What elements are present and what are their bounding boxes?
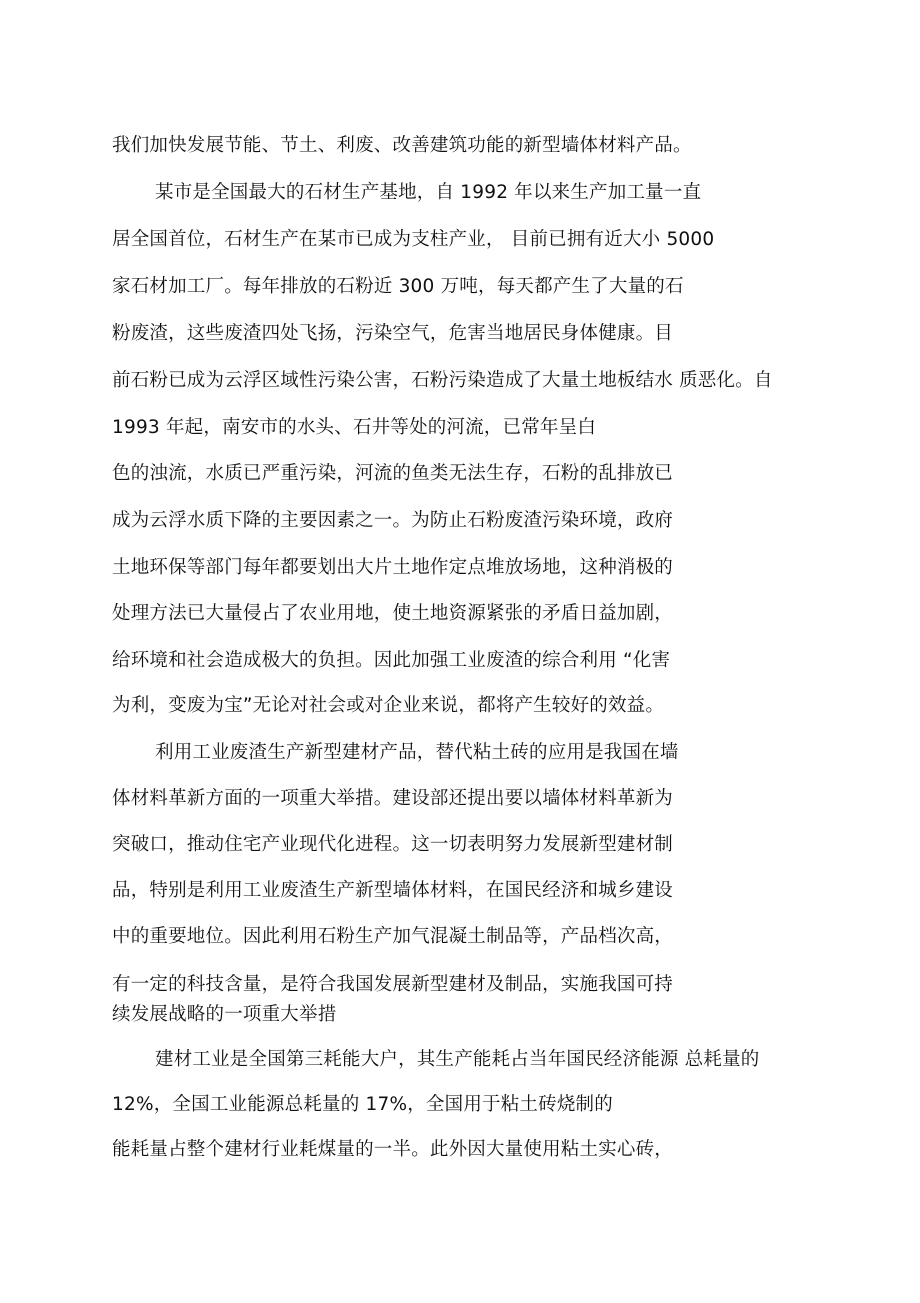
text-line: 续发展战略的一项重大举措: [112, 1004, 337, 1025]
text-line: 中的重要地位。因此利用石粉生产加气混凝土制品等，产品档次高，: [112, 926, 674, 947]
text-line: 有一定的科技含量，是符合我国发展新型建材及制品，实施我国可持: [112, 974, 674, 995]
text-line: 体材料革新方面的一项重大举措。建设部还提出要以墙体材料革新为: [112, 788, 674, 809]
text-line: 品，特别是利用工业废渣生产新型墙体材料，在国民经济和城乡建设: [112, 880, 674, 901]
text-line: 家石材加工厂。每年排放的石粉近 300 万吨，每天都产生了大量的石: [112, 276, 684, 297]
text-line: 能耗量占整个建材行业耗煤量的一半。此外因大量使用粘土实心砖，: [112, 1139, 674, 1160]
text-line: 土地环保等部门每年都要划出大片土地作定点堆放场地，这种消极的: [112, 557, 674, 578]
text-line: 成为云浮水质下降的主要因素之一。为防止石粉废渣污染环境，政府: [112, 510, 674, 531]
text-line: 前石粉已成为云浮区域性污染公害，石粉污染造成了大量土地板结水 质恶化。自: [112, 370, 773, 391]
text-line: 1993 年起，南安市的水头、石井等处的河流，已常年呈白: [112, 417, 597, 438]
paragraph-start-line: 利用工业废渣生产新型建材产品，替代粘土砖的应用是我国在墙: [155, 742, 679, 763]
text-line: 我们加快发展节能、节土、利废、改善建筑功能的新型墙体材料产品。: [112, 135, 692, 156]
text-line: 突破口，推动住宅产业现代化进程。这一切表明努力发展新型建材制: [112, 834, 674, 855]
text-line: 色的浊流，水质已严重污染，河流的鱼类无法生存，石粉的乱排放已: [112, 463, 674, 484]
text-line: 为利，变废为宝”无论对社会或对企业来说，都将产生较好的效益。: [112, 695, 665, 716]
paragraph-start-line: 某市是全国最大的石材生产基地，自 1992 年以来生产加工量一直: [155, 182, 702, 203]
text-line: 处理方法已大量侵占了农业用地，使土地资源紧张的矛盾日益加剧，: [112, 603, 674, 624]
text-line: 12%，全国工业能源总耗量的 17%，全国用于粘土砖烧制的: [112, 1094, 613, 1115]
text-line: 给环境和社会造成极大的负担。因此加强工业废渣的综合利用 “化害: [112, 650, 671, 671]
text-line: 居全国首位，石材生产在某市已成为支柱产业， 目前已拥有近大小 5000: [112, 229, 715, 250]
text-line: 粉废渣，这些废渣四处飞扬，污染空气，危害当地居民身体健康。目: [112, 323, 674, 344]
paragraph-start-line: 建材工业是全国第三耗能大户，其生产能耗占当年国民经济能源 总耗量的: [155, 1049, 760, 1070]
